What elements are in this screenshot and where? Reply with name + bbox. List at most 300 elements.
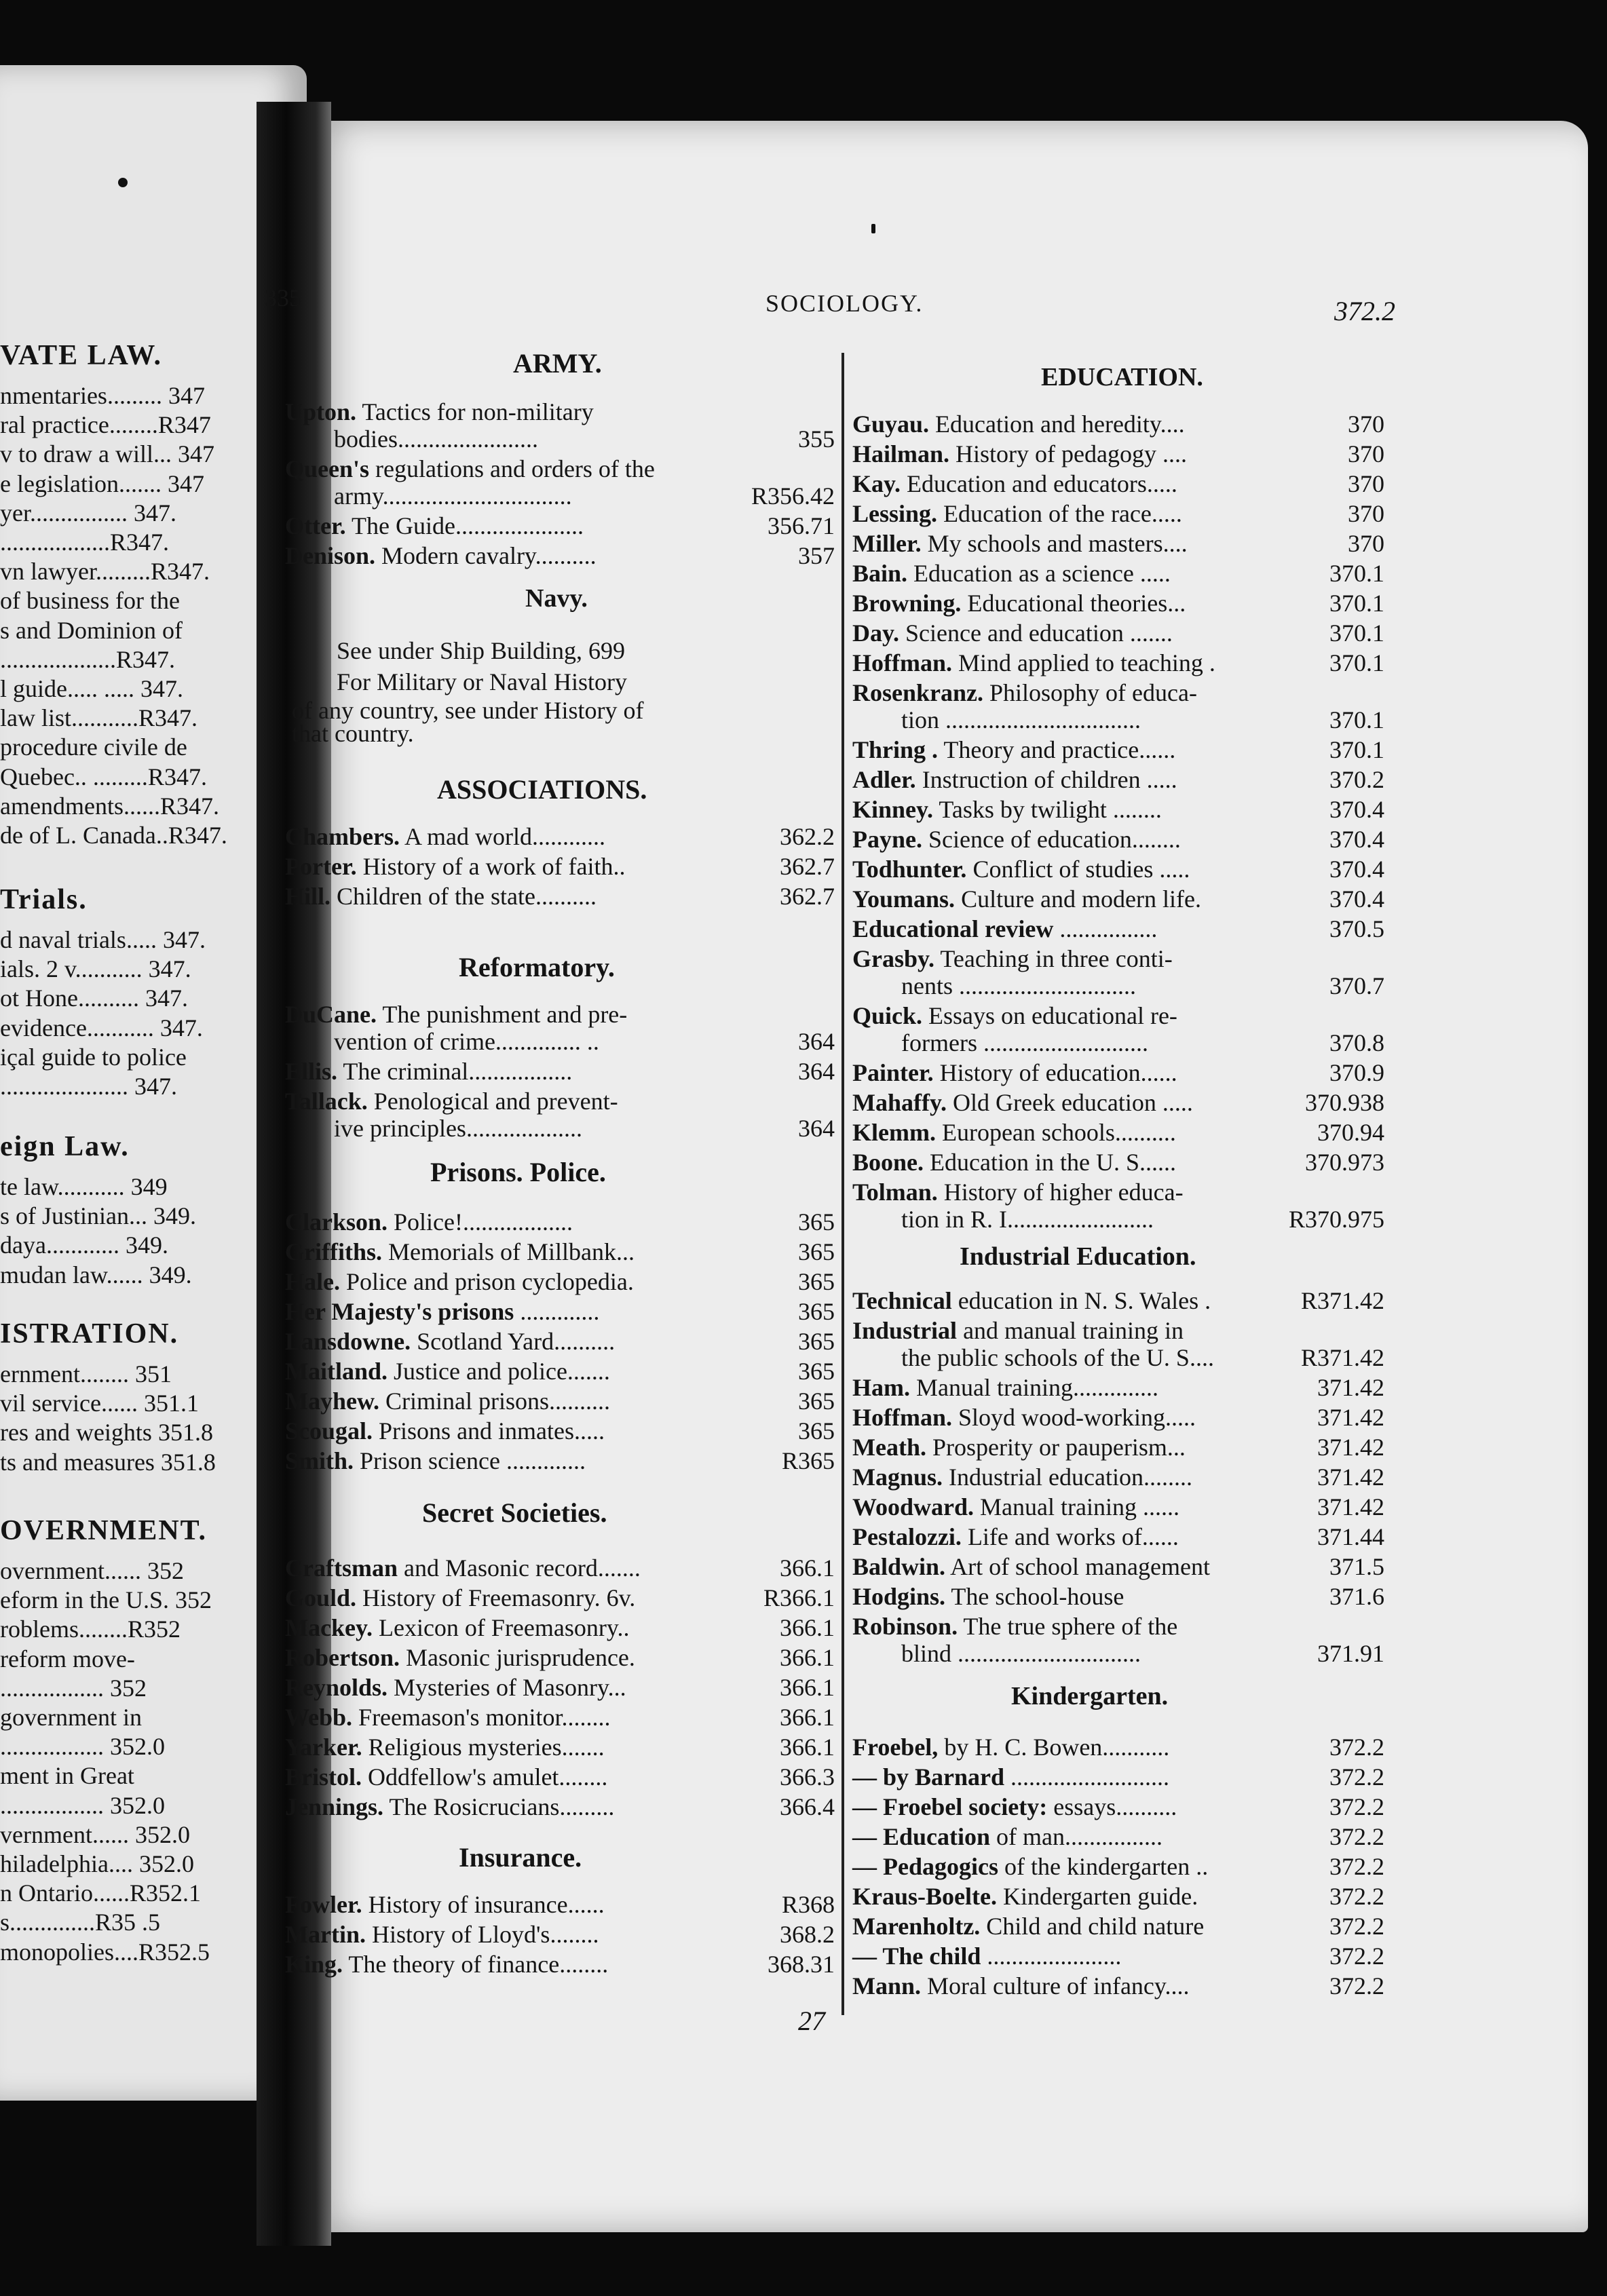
left-entry-fragment: s of Justinian... 349. — [0, 1202, 197, 1230]
education-entry — [852, 795, 1162, 824]
army-entry — [285, 455, 655, 483]
author-name: Ellis. — [285, 1058, 338, 1085]
author-name: Fowler. — [285, 1891, 362, 1918]
title-text: History of pedagogy .... — [949, 440, 1187, 467]
author-name: Adler. — [852, 766, 916, 793]
left-entry-fragment: yer................ 347. — [0, 499, 176, 527]
left-entry-fragment: of business for the — [0, 587, 180, 615]
class-number: 372.2 — [1329, 1853, 1384, 1880]
author-name: Kinney. — [852, 796, 934, 823]
class-number: 371.42 — [1317, 1493, 1384, 1520]
secret-entry — [285, 1613, 630, 1642]
class-number: 365 — [798, 1328, 835, 1355]
class-number: 370 — [1348, 530, 1384, 557]
prisons-entry — [285, 1297, 599, 1326]
class-number: 365 — [798, 1417, 835, 1444]
class-number: R368 — [781, 1891, 835, 1918]
title-text: A mad world............ — [400, 823, 605, 850]
kindergarten-entry — [852, 1763, 1169, 1791]
title-text: Mind applied to teaching . — [952, 649, 1215, 676]
title-continuation: formers ........................... — [901, 1029, 1148, 1056]
industrial-entry — [852, 1582, 1124, 1611]
author-name: Tallack. — [285, 1088, 368, 1115]
class-number: 364 — [798, 1028, 835, 1055]
prisons-entry — [285, 1267, 634, 1296]
class-number: R356.42 — [751, 482, 835, 510]
left-entry-fragment: ..................R347. — [0, 529, 170, 556]
insurance-entry — [285, 1950, 608, 1978]
education-heading: EDUCATION. — [1041, 363, 1203, 391]
industrial-entry — [852, 1612, 1177, 1641]
title-text: Education in the U. S...... — [924, 1149, 1176, 1176]
class-number: 370.1 — [1329, 590, 1384, 617]
class-number: R371.42 — [1300, 1344, 1384, 1371]
author-name: Youmans. — [852, 885, 956, 913]
secret-entry — [285, 1733, 605, 1761]
class-number: 370.1 — [1329, 619, 1384, 647]
title-continuation: bodies....................... — [334, 425, 538, 453]
author-name: Queen's — [285, 455, 370, 482]
class-number: 366.1 — [780, 1614, 835, 1641]
associations-heading: ASSOCIATIONS. — [437, 774, 647, 805]
class-number: 370.7 — [1329, 972, 1384, 999]
class-number: 372.2 — [1329, 1763, 1384, 1791]
author-name: Hoffman. — [852, 1404, 952, 1431]
left-entry-fragment: res and weights 351.8 — [0, 1419, 213, 1447]
prisons-entry — [285, 1327, 615, 1356]
title-text: Oddfellow's amulet........ — [362, 1763, 608, 1791]
author-name: Hodgins. — [852, 1583, 946, 1610]
author-name: Kraus-Boelte. — [852, 1883, 997, 1910]
author-name: Todhunter. — [852, 856, 967, 883]
class-number: R366.1 — [763, 1584, 835, 1611]
author-name: Gould. — [285, 1584, 357, 1611]
author-name: Woodward. — [852, 1493, 975, 1520]
author-name: Marenholtz. — [852, 1913, 981, 1940]
author-name: Thring . — [852, 736, 939, 763]
left-entry-fragment: Quebec.. .........R347. — [0, 763, 207, 790]
class-number: 357 — [798, 542, 835, 569]
left-entry-fragment: de of L. Canada..R347. — [0, 822, 227, 849]
left-entry-fragment: ral practice........R347 — [0, 411, 211, 439]
left-section-heading: VATE LAW. — [0, 340, 162, 371]
left-entry-fragment: ment in Great — [0, 1762, 134, 1790]
title-text: Children of the state.......... — [330, 883, 597, 910]
class-number: 366.1 — [780, 1704, 835, 1731]
title-text: Tactics for non-military — [356, 398, 594, 425]
class-number: 372.2 — [1329, 1943, 1384, 1970]
title-text: of man................ — [990, 1823, 1163, 1850]
left-section-heading: eign Law. — [0, 1131, 130, 1162]
associations-entry — [285, 882, 597, 911]
title-text: Police!.................. — [387, 1208, 573, 1236]
left-entry-fragment: procedure civile de — [0, 733, 187, 761]
title-text: Instruction of children ..... — [915, 766, 1177, 793]
industrial-entry — [852, 1316, 1184, 1345]
industrial-entry — [852, 1373, 1158, 1402]
left-entry-fragment: eform in the U.S. 352 — [0, 1586, 212, 1614]
title-text: regulations and orders of the — [369, 455, 655, 482]
class-number: 368.2 — [780, 1921, 835, 1948]
author-name: Maitland. — [285, 1358, 388, 1385]
industrial-entry — [852, 1493, 1179, 1521]
class-number: 370.1 — [1329, 649, 1384, 676]
class-number: 372.2 — [1334, 296, 1395, 326]
title-continuation: nents ............................. — [901, 972, 1136, 999]
class-number: 362.7 — [780, 853, 835, 880]
author-name: Educational review — [852, 915, 1054, 942]
left-entry-fragment: ts and measures 351.8 — [0, 1448, 216, 1476]
class-number: 370 — [1348, 500, 1384, 527]
title-text: Philosophy of educa- — [983, 679, 1197, 706]
left-entry-fragment: ................. 352 — [0, 1674, 147, 1702]
author-name: Hill. — [285, 883, 331, 910]
class-number: 370.5 — [1329, 915, 1384, 942]
title-text: History of insurance...... — [362, 1891, 605, 1918]
kindergarten-entry — [852, 1822, 1162, 1851]
insurance-entry — [285, 1920, 599, 1949]
prisons-entry — [285, 1357, 610, 1385]
secret-entry — [285, 1584, 635, 1612]
education-entry — [852, 1118, 1176, 1147]
industrial-heading: Industrial Education. — [960, 1242, 1196, 1271]
kindergarten-entry — [852, 1912, 1204, 1940]
left-entry-fragment: daya............ 349. — [0, 1231, 168, 1259]
title-text: Lexicon of Freemasonry.. — [372, 1614, 630, 1641]
class-number: 371.91 — [1317, 1640, 1384, 1667]
education-entry — [852, 1148, 1176, 1176]
title-text: Moral culture of infancy.... — [921, 1972, 1190, 2000]
class-number: 372.2 — [1329, 1734, 1384, 1761]
author-name: Quick. — [852, 1002, 923, 1029]
author-name: Rosenkranz. — [852, 679, 984, 706]
secret-entry — [285, 1554, 641, 1582]
author-name: Miller. — [852, 530, 922, 557]
title-text: My schools and masters.... — [921, 530, 1188, 557]
author-name: Webb. — [285, 1704, 353, 1731]
title-text: History of Freemasonry. 6v. — [356, 1584, 636, 1611]
left-entry-fragment: mudan law...... 349. — [0, 1261, 192, 1288]
education-entry — [852, 1088, 1193, 1117]
title-text: European schools.......... — [935, 1119, 1176, 1146]
kindergarten-entry — [852, 1972, 1190, 2000]
title-text: Police and prison cyclopedia. — [339, 1268, 634, 1295]
left-entry-fragment: ..................... 347. — [0, 1073, 177, 1100]
author-name: Hailman. — [852, 440, 950, 467]
secret-entry — [285, 1673, 626, 1702]
author-name: Craftsman — [285, 1554, 398, 1582]
left-entry-fragment: l guide..... ..... 347. — [0, 675, 183, 702]
title-continuation: tion ................................ — [901, 706, 1141, 733]
class-number: 370.8 — [1329, 1029, 1384, 1056]
author-name: Denison. — [285, 542, 376, 569]
kindergarten-heading: Kindergarten. — [1011, 1682, 1169, 1710]
author-name: Day. — [852, 619, 900, 647]
class-number: 362.7 — [780, 883, 835, 910]
author-name: King. — [285, 1951, 343, 1978]
title-text: Criminal prisons.......... — [379, 1388, 610, 1415]
column-divider — [842, 353, 844, 2015]
title-text: and Masonic record....... — [397, 1554, 641, 1582]
author-name: Mayhew. — [285, 1388, 379, 1415]
class-number: 366.3 — [780, 1763, 835, 1791]
title-continuation: ive principles................... — [334, 1115, 582, 1142]
author-name: Mackey. — [285, 1614, 373, 1641]
class-number: 370.1 — [1329, 736, 1384, 763]
class-number: 370.1 — [1329, 560, 1384, 587]
education-entry — [852, 1178, 1184, 1206]
title-text: Masonic jurisprudence. — [400, 1644, 635, 1671]
class-number: 364 — [798, 1115, 835, 1142]
class-number: 366.1 — [780, 1554, 835, 1582]
author-name: Martin. — [285, 1921, 366, 1948]
ink-speck — [871, 224, 875, 233]
left-entry-fragment: ernment........ 351 — [0, 1360, 172, 1388]
navy-note: See under Ship Building, 699 — [337, 637, 625, 664]
left-entry-fragment: s and Dominion of — [0, 616, 183, 644]
education-entry — [852, 619, 1173, 647]
education-entry — [852, 944, 1173, 973]
title-text: Modern cavalry.......... — [375, 542, 597, 569]
left-entry-fragment: s..............R35 .5 — [0, 1909, 161, 1936]
author-name: Porter. — [285, 853, 357, 880]
author-name: Hale. — [285, 1268, 340, 1295]
author-name: Clarkson. — [285, 1208, 388, 1236]
left-entry-fragment: law list...........R347. — [0, 704, 198, 732]
title-text: Prison science ............. — [354, 1447, 586, 1474]
author-name: — Froebel society: — [852, 1793, 1048, 1820]
title-text: The school-house — [945, 1583, 1124, 1610]
title-text: Penological and prevent- — [367, 1088, 618, 1115]
author-name: Baldwin. — [852, 1553, 946, 1580]
title-text: Education and educators..... — [901, 470, 1177, 497]
kindergarten-entry — [852, 1852, 1208, 1881]
author-name: — Pedagogics — [852, 1853, 998, 1880]
class-number: 370.4 — [1329, 796, 1384, 823]
footer-number: 27 — [798, 2006, 825, 2036]
navy-heading: Navy. — [525, 584, 588, 613]
class-number: 370 — [1348, 470, 1384, 497]
class-number: 362.2 — [780, 823, 835, 850]
author-name: Mahaffy. — [852, 1089, 947, 1116]
author-name: Robertson. — [285, 1644, 400, 1671]
author-name: Scougal. — [285, 1417, 373, 1444]
insurance-entry — [285, 1890, 605, 1919]
title-text: Essays on educational re- — [922, 1002, 1177, 1029]
class-number: R371.42 — [1300, 1287, 1384, 1314]
reformatory-entry — [285, 1087, 618, 1115]
army-entry — [285, 512, 584, 540]
class-number: R365 — [781, 1447, 835, 1474]
class-number: 370.4 — [1329, 885, 1384, 913]
author-name: Payne. — [852, 826, 922, 853]
education-entry — [852, 559, 1171, 588]
army-entry — [285, 398, 594, 426]
title-text: education in N. S. Wales . — [951, 1287, 1211, 1314]
title-text: Religious mysteries....... — [362, 1734, 605, 1761]
left-entry-fragment: nmentaries......... 347 — [0, 382, 205, 409]
title-text: Kindergarten guide. — [996, 1883, 1198, 1910]
left-entry-fragment: evidence........... 347. — [0, 1014, 203, 1041]
left-entry-fragment: roblems........R352 — [0, 1615, 181, 1643]
army-entry — [285, 541, 597, 570]
title-continuation: blind .............................. — [901, 1640, 1141, 1667]
prisons-heading: Prisons. Police. — [430, 1157, 606, 1187]
education-entry — [852, 855, 1190, 883]
left-entry-fragment: d naval trials..... 347. — [0, 926, 206, 953]
class-number: 371.5 — [1329, 1553, 1384, 1580]
title-text: Freemason's monitor........ — [352, 1704, 611, 1731]
industrial-entry — [852, 1286, 1211, 1315]
education-entry — [852, 529, 1188, 558]
class-number: 371.42 — [1317, 1374, 1384, 1401]
title-text: History of higher educa- — [937, 1179, 1184, 1206]
title-text: Tasks by twilight ........ — [933, 796, 1162, 823]
prisons-entry — [285, 1447, 586, 1475]
class-number: 370 — [1348, 410, 1384, 438]
title-text: Science and education ....... — [899, 619, 1173, 647]
title-text: Prosperity or pauperism... — [926, 1434, 1186, 1461]
prisons-entry — [285, 1208, 573, 1236]
class-number: 372.2 — [1329, 1823, 1384, 1850]
author-name: Pestalozzi. — [852, 1523, 962, 1550]
author-name: Klemm. — [852, 1119, 936, 1146]
class-number: 370.1 — [1329, 706, 1384, 733]
secret-entry — [285, 1763, 607, 1791]
left-page-number: 335 — [265, 284, 301, 311]
class-number: 365 — [798, 1268, 835, 1295]
class-number: R370.975 — [1288, 1206, 1384, 1233]
prisons-entry — [285, 1417, 605, 1445]
left-entry-fragment: reform move- — [0, 1645, 135, 1672]
author-name: Industrial — [852, 1317, 958, 1344]
author-name: Browning. — [852, 590, 962, 617]
title-text: The punishment and pre- — [377, 1001, 628, 1028]
title-text: and manual training in — [957, 1317, 1184, 1344]
class-number: 365 — [798, 1208, 835, 1236]
author-name: — The child — [852, 1943, 981, 1970]
left-entry-fragment: ................. 352.0 — [0, 1733, 165, 1761]
education-entry — [852, 440, 1187, 468]
class-number: 372.2 — [1329, 1913, 1384, 1940]
running-head: SOCIOLOGY. — [765, 290, 924, 317]
author-name: Bain. — [852, 560, 908, 587]
title-text: The Guide..................... — [345, 512, 584, 539]
title-text: ...................... — [981, 1943, 1122, 1970]
author-name: Robinson. — [852, 1613, 958, 1640]
title-text: Life and works of...... — [961, 1523, 1179, 1550]
title-text: Theory and practice...... — [938, 736, 1176, 763]
title-text: of the kindergarten .. — [998, 1853, 1209, 1880]
title-text: History of Lloyd's........ — [365, 1921, 599, 1948]
kindergarten-entry — [852, 1733, 1169, 1761]
class-number: 366.1 — [780, 1734, 835, 1761]
author-name: Bristol. — [285, 1763, 362, 1791]
education-entry — [852, 589, 1186, 617]
title-text: Conflict of studies ..... — [966, 856, 1190, 883]
title-text: .......................... — [1004, 1763, 1170, 1791]
title-text: Old Greek education ..... — [947, 1089, 1193, 1116]
industrial-entry — [852, 1403, 1196, 1432]
education-entry — [852, 825, 1181, 854]
education-entry — [852, 649, 1215, 677]
education-entry — [852, 470, 1177, 498]
class-number: 366.1 — [780, 1644, 835, 1671]
author-name: Boone. — [852, 1149, 924, 1176]
author-name: Lessing. — [852, 500, 938, 527]
navy-note: of any country, see under History of — [292, 697, 644, 724]
author-name: Jennings. — [285, 1793, 384, 1820]
class-number: 371.42 — [1317, 1434, 1384, 1461]
author-name: Upton. — [285, 398, 357, 425]
title-continuation: army............................... — [334, 482, 572, 510]
left-entry-fragment: içal guide to police — [0, 1043, 187, 1071]
author-name: Tolman. — [852, 1179, 938, 1206]
author-name: Her Majesty's prisons — [285, 1298, 514, 1325]
author-name: — Education — [852, 1823, 991, 1850]
industrial-entry — [852, 1552, 1210, 1581]
education-entry — [852, 915, 1157, 943]
left-section-heading: ISTRATION. — [0, 1318, 179, 1350]
title-text: by H. C. Bowen........... — [938, 1734, 1170, 1761]
author-name: Otter. — [285, 512, 346, 539]
secret-heading: Secret Societies. — [422, 1497, 607, 1528]
navy-note: For Military or Naval History — [337, 668, 627, 695]
author-name: Ham. — [852, 1374, 910, 1401]
title-continuation: tion in R. I........................ — [901, 1206, 1154, 1233]
title-text: essays.......... — [1047, 1793, 1177, 1820]
title-text: The theory of finance........ — [343, 1951, 609, 1978]
author-name: Reynolds. — [285, 1674, 388, 1701]
title-text: Memorials of Millbank... — [381, 1238, 635, 1265]
left-entry-fragment: n Ontario......R352.1 — [0, 1879, 201, 1907]
author-name: Technical — [852, 1287, 952, 1314]
kindergarten-entry — [852, 1942, 1121, 1970]
reformatory-entry — [285, 1000, 627, 1029]
title-continuation: vention of crime.............. .. — [334, 1028, 599, 1055]
title-text: Educational theories... — [961, 590, 1186, 617]
class-number: 365 — [798, 1358, 835, 1385]
education-entry — [852, 499, 1182, 528]
title-text: ................ — [1053, 915, 1158, 942]
title-text: The Rosicrucians......... — [383, 1793, 615, 1820]
class-number: 365 — [798, 1388, 835, 1415]
title-text: The criminal................. — [337, 1058, 573, 1085]
class-number: 370.4 — [1329, 826, 1384, 853]
class-number: 366.4 — [780, 1793, 835, 1820]
title-text: Teaching in three conti- — [934, 945, 1173, 972]
author-name: Yarker. — [285, 1734, 362, 1761]
left-section-heading: OVERNMENT. — [0, 1515, 208, 1546]
left-entry-fragment: vil service...... 351.1 — [0, 1390, 199, 1417]
industrial-entry — [852, 1463, 1192, 1491]
left-entry-fragment: ot Hone.......... 347. — [0, 984, 188, 1012]
secret-entry — [285, 1793, 614, 1821]
author-name: DuCane. — [285, 1001, 377, 1028]
navy-note: that country. — [292, 720, 414, 747]
author-name: Guyau. — [852, 410, 930, 438]
left-section-heading: Trials. — [0, 884, 88, 915]
title-text: Manual training.............. — [910, 1374, 1158, 1401]
title-text: Art of school management — [945, 1553, 1210, 1580]
author-name: Lansdowne. — [285, 1328, 411, 1355]
author-name: Painter. — [852, 1059, 934, 1086]
class-number: 371.6 — [1329, 1583, 1384, 1610]
title-text: Industrial education........ — [943, 1463, 1192, 1491]
kindergarten-entry — [852, 1882, 1198, 1911]
author-name: Meath. — [852, 1434, 926, 1461]
class-number: 371.42 — [1317, 1463, 1384, 1491]
